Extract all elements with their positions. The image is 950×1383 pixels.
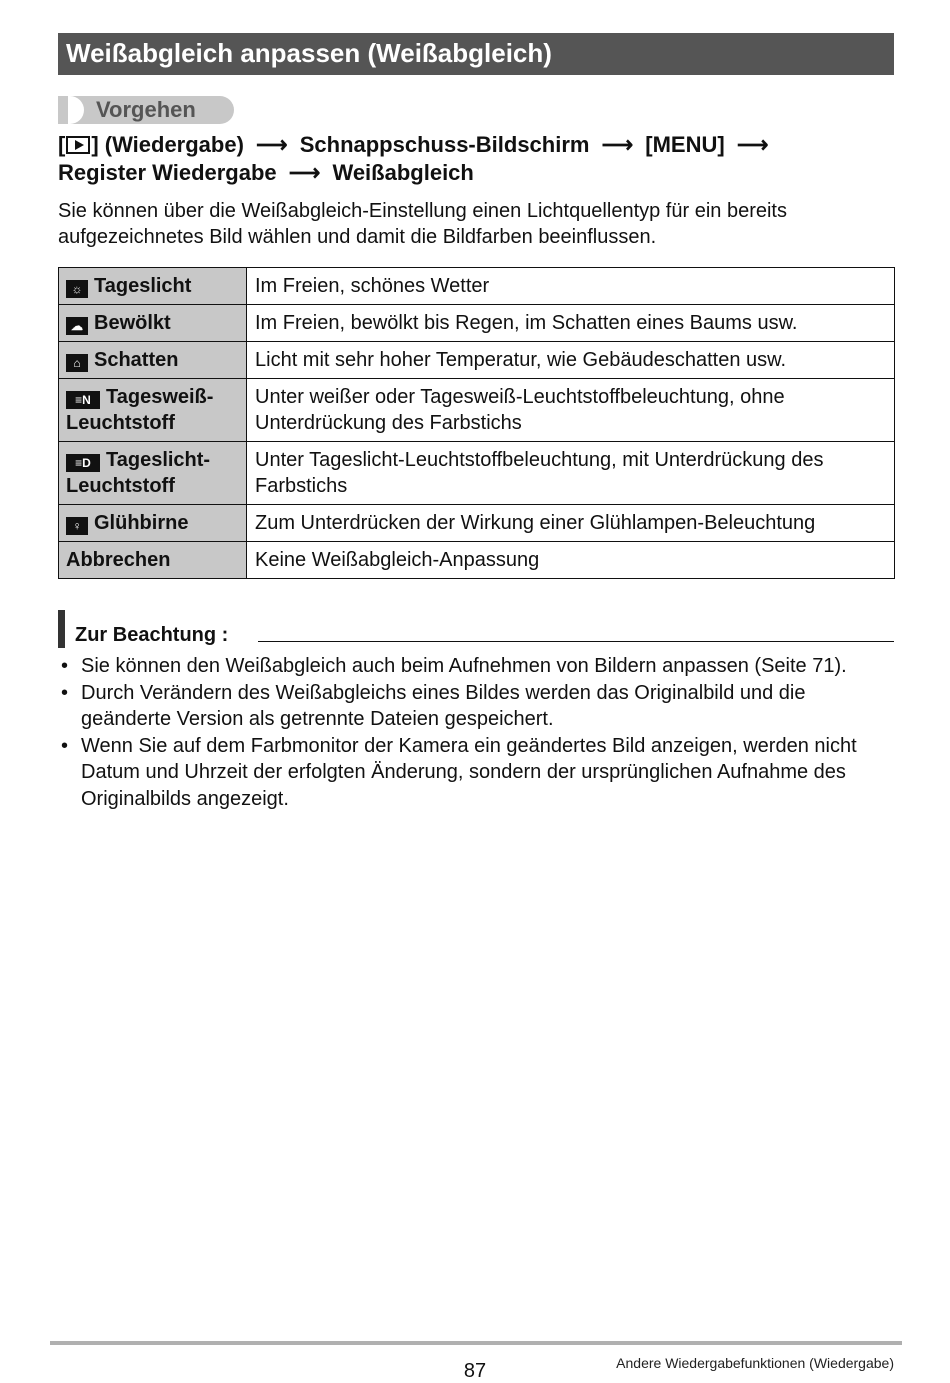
page-number: 87 xyxy=(463,1360,487,1382)
table-cell-setting xyxy=(59,268,247,305)
nav-step-menu: [MENU] xyxy=(645,132,725,157)
list-item: • Sie können den Weißabgleich auch beim Aufnehmen von Bildern anpassen (Seite 71). xyxy=(58,653,894,680)
menu-navigation-path xyxy=(58,131,894,187)
table-cell-description: Licht mit sehr hoher Temperatur, wie Gebäudeschatten usw. xyxy=(247,342,895,379)
table-cell-description: Keine Weißabgleich-Anpassung xyxy=(247,542,895,579)
arrow-icon: ⟶ xyxy=(288,160,321,185)
table-row xyxy=(59,379,895,442)
setting-label: Bewölkt xyxy=(94,312,171,334)
table-row xyxy=(59,305,895,342)
table-row xyxy=(59,542,895,579)
footer-section-title: Andere Wiedergabefunktionen (Wiedergabe) xyxy=(616,1355,894,1371)
setting-label: Schatten xyxy=(94,349,179,371)
list-item: • Wenn Sie auf dem Farbmonitor der Kamera ein geändertes Bild anzeigen, werden nicht Datum und Uhrzeit der erfolgten Änderung, sondern der ursprünglichen Aufnahme des Originalbilds angezeigt. xyxy=(58,733,894,813)
table-row xyxy=(59,268,895,305)
intro-text: Sie können über die Weißabgleich-Einstellung einen Lichtquellentyp für ein bereits aufgezeichnetes Bild wählen und damit die Bildfarben beeinflussen. xyxy=(58,200,787,248)
setting-label: Glühbirne xyxy=(94,512,189,534)
footer-divider xyxy=(50,1341,902,1345)
list-item: • Durch Verändern des Weißabgleichs eines Bildes werden das Originalbild und die geänderte Version als getrennte Dateien gespeichert. xyxy=(58,680,894,733)
playback-icon xyxy=(66,136,90,154)
nav-step-white-balance: Weißabgleich xyxy=(332,160,474,185)
table-cell-description: Unter weißer oder Tagesweiß-Leuchtstoffbeleuchtung, ohne Unterdrückung des Farbstichs xyxy=(247,379,895,442)
setting-label: Tageslicht-Leuchtstoff xyxy=(66,449,211,497)
table-cell-setting xyxy=(59,542,247,579)
table-cell-setting xyxy=(59,505,247,542)
white-balance-table xyxy=(58,267,895,579)
table-cell-description: Zum Unterdrücken der Wirkung einer Glühlampen-Beleuchtung xyxy=(247,505,895,542)
table-cell-description: Unter Tageslicht-Leuchtstoffbeleuchtung, mit Unterdrückung des Farbstichs xyxy=(247,442,895,505)
page-title: Weißabgleich anpassen (Weißabgleich) xyxy=(58,33,894,75)
nav-step-playback-tab: Register Wiedergabe xyxy=(58,160,277,185)
table-row xyxy=(59,505,895,542)
arrow-icon: ⟶ xyxy=(736,132,769,157)
shade-icon: ⌂ xyxy=(66,354,88,372)
notes-list xyxy=(58,653,894,812)
nav-step-playback: ] (Wiedergabe) xyxy=(91,132,244,157)
procedure-label: Vorgehen xyxy=(96,97,196,122)
table-cell-description: Im Freien, bewölkt bis Regen, im Schatten eines Baums usw. xyxy=(247,305,895,342)
table-cell-setting xyxy=(59,442,247,505)
fluorescent-n-icon: ≡N xyxy=(66,391,100,409)
open-bracket: [ xyxy=(58,132,66,157)
note-heading xyxy=(58,610,894,648)
table-row xyxy=(59,442,895,505)
arrow-icon: ⟶ xyxy=(601,132,634,157)
note-label: Zur Beachtung : xyxy=(75,624,229,646)
procedure-tab xyxy=(58,96,234,124)
table-cell-setting xyxy=(59,342,247,379)
sun-icon: ☼ xyxy=(66,280,88,298)
table-cell-description: Im Freien, schönes Wetter xyxy=(247,268,895,305)
nav-step-snapshot-screen: Schnappschuss-Bildschirm xyxy=(299,132,590,157)
setting-label: Tagesweiß-Leuchtstoff xyxy=(66,386,214,434)
setting-label: Abbrechen xyxy=(66,549,171,571)
arrow-icon: ⟶ xyxy=(256,132,288,157)
table-cell-setting xyxy=(59,305,247,342)
cloud-icon: ☁ xyxy=(66,317,88,335)
table-row xyxy=(59,342,895,379)
fluorescent-d-icon: ≡D xyxy=(66,454,100,472)
bulb-icon: ♀ xyxy=(66,517,88,535)
table-cell-setting xyxy=(59,379,247,442)
setting-label: Tageslicht xyxy=(94,275,192,297)
